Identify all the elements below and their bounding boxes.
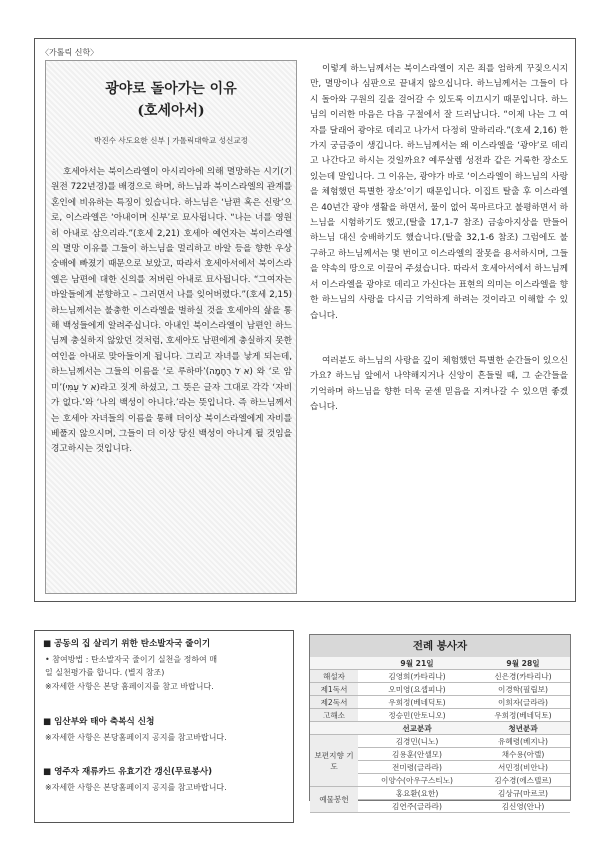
roster-table (310, 657, 570, 813)
table-row: 예물봉헌 홍요환(요한) 김상규(마르코) (310, 787, 570, 800)
roster-date: 9월 28일 (476, 657, 570, 670)
roster-date: 9월 21일 (358, 657, 476, 670)
table-row: 전미령(글라라) 서민정(비안나) (310, 761, 570, 774)
paragraph: 여러분도 하느님의 사랑을 깊이 체험했던 특별한 순간들이 있으신가요? 하느님 앞에서 나약해지거나 신앙이 흔들릴 때, 그 순간들을 기억하며 하느님을 향한 더욱 굳센 믿음을 지켜나갈 수 있으면 좋겠습니다. (310, 355, 568, 413)
table-row: 제1독서 오미영(요셉피나) 이경학(필립보) (310, 683, 570, 696)
table-row: 보편지향 기 도 김경민(니노) 유혜령(베지나) (310, 735, 570, 748)
roster-section-row: 선교분과 청년분과 (310, 722, 570, 735)
notice-line: ※자세한 사항은 본당홈페이지 공지를 참고바랍니다. (45, 783, 227, 792)
notice-line: 일 실천평가를 합니다. (별지 참조) (45, 668, 165, 677)
article-title: 광야로 돌아가는 이유 (105, 81, 237, 97)
notice-box (34, 630, 294, 823)
roster-date-row (310, 657, 570, 670)
notice-line: • 참여방법 : 탄소발자국 줄이기 실천을 정하여 매 (45, 655, 218, 664)
left-body (51, 165, 292, 458)
liturgy-roster (309, 634, 571, 811)
category-label: 〈가톨릭 신학〉 (41, 48, 99, 57)
notice-line: ※자세한 사항은 본당 홈페이지를 참고 바랍니다. (45, 682, 214, 691)
roster-title: 전례 봉사자 (310, 635, 570, 657)
notice-line: ※자세한 사항은 본당홈페이지 공지를 참고바랍니다. (45, 733, 227, 742)
paragraph: 이렇게 하느님께서는 북이스라엘이 지은 죄를 엄하게 꾸짖으시지만, 멸망이나 심판으로 끝내지 않으십니다. 하느님께서는 그들이 다시 돌아와 구원의 길을 걸어갈 수 있도록 이끄시기 때문입니다. 하느님의 이러한 마음은 다음 구절에서 잘 드러납니다. “이제 나는 그 여자를 달래어 광야로 데리고 나가서 다정히 말하리라.”(호세 2,16) 한 가지 궁금증이 생깁니다. 하느님께서는 왜 이스라엘을 ‘광야’로 데리고 나간다고 하시는 것일까요? 예루살렘 성전과 같은 거룩한 장소도 있는데 말입니다. 그 이유는, 광야가 바로 ‘이스라엘이 하느님의 사랑을 체험했던 특별한 장소’이기 때문입니다. 이집트 탈출 후 이스라엘은 40년간 광야 생활을 하면서, 물이 없어 목마르다고 불평하면서 하느님을 시험하기도 했고,(탈출 17,1-7 참조) 금송아지상을 만들어 하느님 대신 숭배하기도 했습니다.(탈출 32,1-6 참조) 그럼에도 불구하고 하느님께서는 몇 번이고 이스라엘의 잘못을 용서하시며, 그들을 약속의 땅으로 이끌어 주셨습니다. 따라서 호세아서에서 하느님께서 이스라엘을 광야로 데리고 가신다는 표현의 의미는 이스라엘을 향한 하느님의 사랑을 다시금 기억하게 하려는 것이라고 이해할 수 있습니다. (310, 64, 568, 321)
table-row: 고해소 정승민(안토니오) 우희정(베네딕토) (310, 709, 570, 722)
right-body (310, 62, 568, 416)
table-row: 제2독서 우희정(베네딕토) 이희자(글라라) (310, 696, 570, 709)
table-row: 김용훈(안셀모) 채수용(아렐) (310, 748, 570, 761)
article-subtitle: (호세아서) (137, 103, 205, 119)
notice-title: ■ 임산부와 태아 축복식 신청 (43, 717, 155, 727)
paragraph: 호세아서는 북이스라엘이 아시리아에 의해 멸망하는 시기(기원전 722년경)를 배경으로 하며, 하느님과 북이스라엘의 관계를 혼인에 비유하는 특징이 있습니다. 하느님은 ‘남편 혹은 신랑’으로, 이스라엘은 ‘아내이며 신부’로 묘사됩니다. “나는 너를 영원히 아내로 삼으리라.”(호세 2,21) 호세아 예언자는 북이스라엘의 멸망 이유를 그들이 하느님을 멀리하고 바알 등을 향한 우상숭배에 빠졌기 때문으로 보았고, 따라서 호세아서에서 북이스라엘은 남편에 대한 신의를 저버린 아내로 묘사됩니다. “그여자는 바알들에게 분향하고 – 그러면서 나를 잊어버렸다.”(호세 2,15) 하느님께서는 불충한 이스라엘을 벌하실 것을 호세아의 삶을 통해 백성들에게 알려주십니다. 아내인 북이스라엘이 남편인 하느님께 충실하지 않았던 것처럼, 호세아도 남편에게 충실하지 못한 여인을 아내로 맞아들이게 됩니다. 그리고 자녀를 낳게 되는데, 하느님께서는 그들의 이름을 ‘로 루하마’(א ֹל רֻחָמָה) 와 ‘로 암미’(א ֹל עַמִּי)라고 짓게 하셨고, 그 뜻은 글자 그대로 각각 ‘자비가 없다.’와 ‘나의 백성이 아니다.’라는 뜻입니다. 즉 하느님께서는 호세아 자녀들의 이름을 통해 더이상 북이스라엘에게 자비를 베풀지 않으시며, 그들이 더 이상 당신 백성이 아니게 될 것임을 경고하시는 것입니다. (51, 167, 292, 455)
byline: 박진수 사도요한 신부 | 가톨릭대학교 성신교정 (93, 136, 248, 145)
table-row: 해설자 김영희(카타리나) 신은경(카타리나) (310, 670, 570, 683)
notice-title: ■ 영주자 재류카드 유효기간 갱신(무료봉사) (43, 767, 213, 777)
table-row: 김연주(글라라) 김신영(안나) (310, 800, 570, 813)
table-row: 이양수(아우구스티노) 김수경(에스텔르) (310, 774, 570, 787)
notice-title: ■ 공동의 집 살리기 위한 탄소발자국 줄이기 (43, 639, 211, 649)
